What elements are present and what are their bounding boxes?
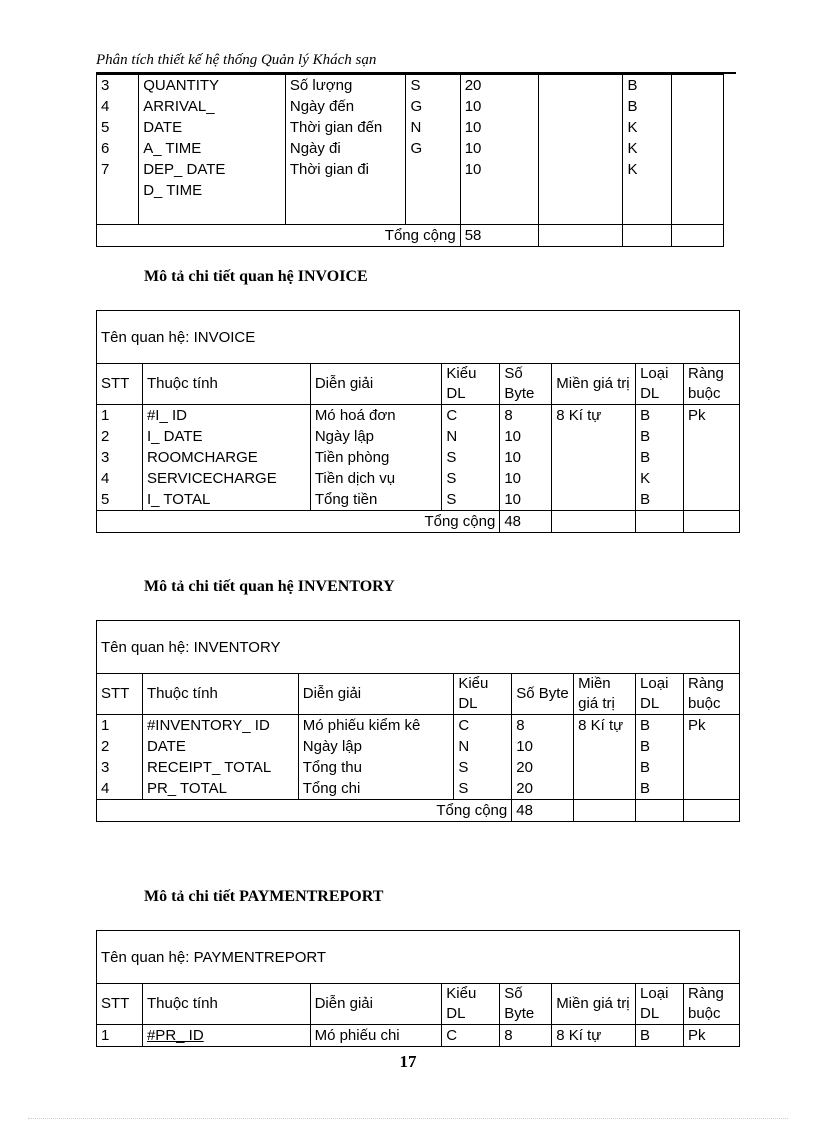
inventory-relation-name: Tên quan hệ: INVENTORY <box>97 621 740 674</box>
domain-cell <box>539 75 623 225</box>
invoice-table <box>96 310 740 533</box>
page-bottom-divider <box>28 1118 788 1119</box>
total-label: Tổng cộng <box>97 225 461 247</box>
continuation-table <box>96 74 724 247</box>
col-kind: Loại DL <box>636 674 684 715</box>
table-row: 1 #INVENTORY_ ID Mó phiếu kiểm kê C 8 8 Kí tự B Pk <box>97 715 740 737</box>
col-constraint: Ràng buộc <box>684 984 740 1025</box>
paymentreport-table <box>96 930 740 1047</box>
total-label: Tổng cộng <box>97 800 512 822</box>
col-attribute: Thuộc tính <box>142 984 310 1025</box>
inventory-heading: Mô tả chi tiết quan hệ INVENTORY <box>144 578 395 595</box>
invoice-relation-name: Tên quan hệ: INVOICE <box>97 311 740 364</box>
page-number: 17 <box>399 1052 417 1071</box>
description-cell: Số lượng Ngày đến Thời gian đến Ngày đi Thời gian đi <box>285 75 406 225</box>
table-row: 4 SERVICECHARGE Tiền dịch vụ S 10 K <box>97 468 740 489</box>
paymentreport-heading: Mô tả chi tiết PAYMENTREPORT <box>144 888 384 905</box>
table-row: 4 PR_ TOTAL Tổng chi S 20 B <box>97 778 740 800</box>
table-row: 1 #PR_ ID Mó phiếu chi C 8 8 Kí tự B Pk <box>97 1025 740 1047</box>
col-description: Diễn giải <box>310 364 442 405</box>
col-domain: Miền giá trị <box>552 364 636 405</box>
col-bytes: Số Byte <box>500 984 552 1025</box>
attribute-cell: QUANTITY ARRIVAL_ DATE A_ TIME DEP_ DATE D_ TIME <box>139 75 286 225</box>
invoice-heading: Mô tả chi tiết quan hệ INVOICE <box>144 268 368 285</box>
col-kind: Loại DL <box>636 364 684 405</box>
col-type: Kiểu DL <box>442 984 500 1025</box>
table-row: 5 I_ TOTAL Tổng tiền S 10 B <box>97 489 740 511</box>
col-domain: Miền giá trị <box>552 984 636 1025</box>
col-bytes: Số Byte <box>500 364 552 405</box>
total-value: 48 <box>512 800 574 822</box>
col-domain: Miền giá trị <box>574 674 636 715</box>
inventory-table <box>96 620 740 822</box>
col-attribute: Thuộc tính <box>142 364 310 405</box>
constraint-cell <box>671 75 723 225</box>
col-description: Diễn giải <box>310 984 442 1025</box>
total-value: 58 <box>460 225 538 247</box>
col-type: Kiểu DL <box>442 364 500 405</box>
stt-cell: 3 4 5 6 7 <box>97 75 139 225</box>
col-attribute: Thuộc tính <box>142 674 298 715</box>
col-kind: Loại DL <box>636 984 684 1025</box>
table-row: 1 #I_ ID Mó hoá đơn C 8 8 Kí tự B Pk <box>97 405 740 427</box>
col-bytes: Số Byte <box>512 674 574 715</box>
col-type: Kiểu DL <box>454 674 512 715</box>
table-row: 2 DATE Ngày lập N 10 B <box>97 736 740 757</box>
running-header: Phân tích thiết kế hệ thống Quản lý Khách sạn <box>96 52 377 68</box>
bytes-cell: 20 10 10 10 10 <box>460 75 538 225</box>
type-cell: S G N G <box>406 75 460 225</box>
col-description: Diễn giải <box>298 674 454 715</box>
col-constraint: Ràng buộc <box>684 674 740 715</box>
total-value: 48 <box>500 511 552 533</box>
total-label: Tổng cộng <box>97 511 500 533</box>
col-constraint: Ràng buộc <box>684 364 740 405</box>
table-row: 3 RECEIPT_ TOTAL Tổng thu S 20 B <box>97 757 740 778</box>
paymentreport-relation-name: Tên quan hệ: PAYMENTREPORT <box>97 931 740 984</box>
table-row: 2 I_ DATE Ngày lập N 10 B <box>97 426 740 447</box>
col-stt: STT <box>97 984 143 1025</box>
col-stt: STT <box>97 364 143 405</box>
col-stt: STT <box>97 674 143 715</box>
kind-cell: B B K K K <box>623 75 671 225</box>
table-row: 3 ROOMCHARGE Tiền phòng S 10 B <box>97 447 740 468</box>
